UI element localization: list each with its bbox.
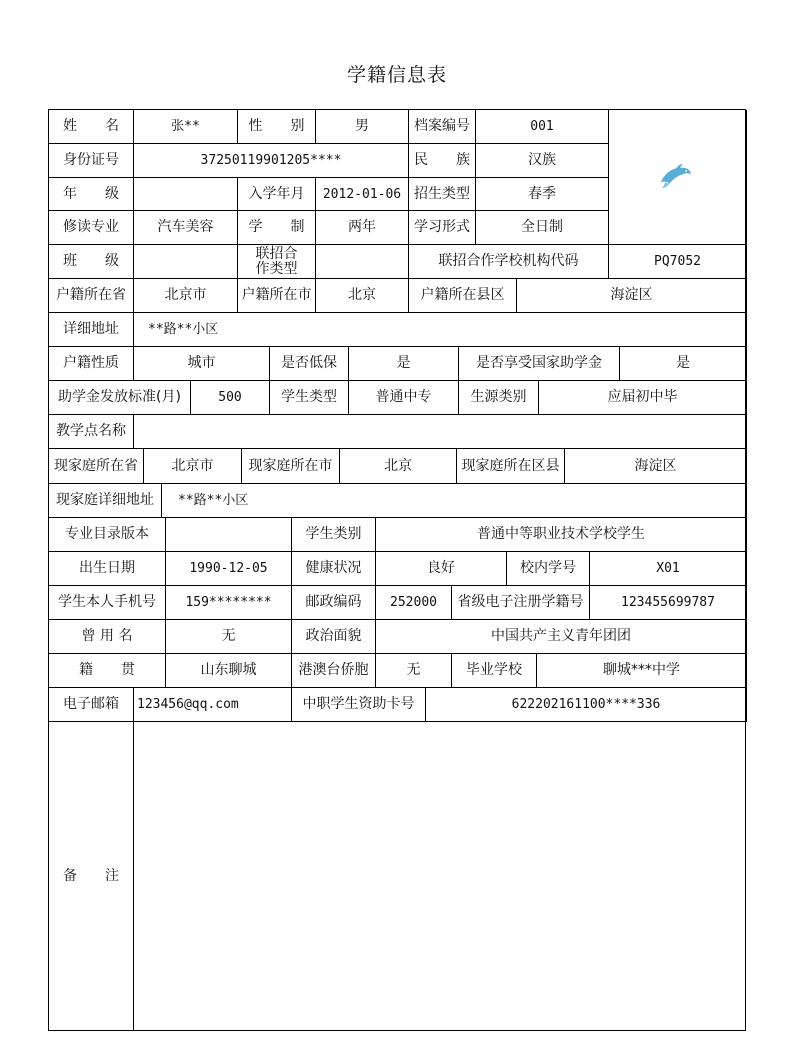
value-gender: 男: [316, 110, 409, 144]
label-home-province: 现家庭所在省: [49, 449, 144, 484]
value-provincial-reg-no: 123455699787: [590, 586, 747, 620]
value-file-no: 001: [476, 110, 609, 144]
label-catalog-version: 专业目录版本: [49, 518, 166, 552]
value-hukou-nature: 城市: [134, 347, 270, 381]
label-hukou-nature: 户籍性质: [49, 347, 134, 381]
value-grade: [134, 178, 238, 211]
value-enroll-date: 2012-01-06: [316, 178, 409, 211]
label-former-name: 曾 用 名: [49, 620, 166, 654]
value-hukou-province: 北京市: [134, 279, 238, 313]
label-school-years: 学 制: [238, 211, 316, 245]
label-address: 详细地址: [49, 313, 134, 347]
label-name: 姓 名: [49, 110, 134, 144]
label-aid-card: 中职学生资助卡号: [292, 688, 426, 722]
label-health: 健康状况: [292, 552, 376, 586]
value-joint-school-code: PQ7052: [609, 245, 747, 279]
label-gender: 性 别: [238, 110, 316, 144]
label-grant-standard: 助学金发放标准(月): [49, 381, 191, 415]
label-low-income: 是否低保: [270, 347, 349, 381]
value-student-type: 普通中专: [349, 381, 459, 415]
label-class: 班 级: [49, 245, 134, 279]
value-school-id: X01: [590, 552, 747, 586]
label-joint-school-code: 联招合作学校机构代码: [409, 245, 609, 279]
label-study-form: 学习形式: [409, 211, 476, 245]
value-hukou-city: 北京: [316, 279, 409, 313]
value-source-type: 应届初中毕: [539, 381, 747, 415]
value-email: 123456@qq.com: [134, 688, 292, 722]
value-home-province: 北京市: [144, 449, 242, 484]
value-address: **路**小区: [134, 313, 747, 347]
value-postcode: 252000: [376, 586, 452, 620]
value-overseas: 无: [376, 654, 452, 688]
value-low-income: 是: [349, 347, 459, 381]
value-admission-type: 春季: [476, 178, 609, 211]
value-birth-date: 1990-12-05: [166, 552, 292, 586]
label-graduated-school: 毕业学校: [452, 654, 537, 688]
value-former-name: 无: [166, 620, 292, 654]
value-catalog-version: [166, 518, 292, 552]
label-student-category: 学生类别: [292, 518, 376, 552]
value-class: [134, 245, 238, 279]
value-state-grant: 是: [620, 347, 747, 381]
label-file-no: 档案编号: [409, 110, 476, 144]
value-native-place: 山东聊城: [166, 654, 292, 688]
value-hukou-district: 海淀区: [517, 279, 747, 313]
label-overseas: 港澳台侨胞: [292, 654, 376, 688]
label-student-type: 学生类型: [270, 381, 349, 415]
label-native-place: 籍 贯: [49, 654, 166, 688]
value-major: 汽车美容: [134, 211, 238, 245]
label-hukou-province: 户籍所在省: [49, 279, 134, 313]
value-health: 良好: [376, 552, 507, 586]
value-study-form: 全日制: [476, 211, 609, 245]
value-grant-standard: 500: [191, 381, 270, 415]
student-record-form: [48, 109, 746, 1031]
label-birth-date: 出生日期: [49, 552, 166, 586]
label-remarks: 备 注: [49, 722, 134, 1030]
label-hukou-district: 户籍所在县区: [409, 279, 517, 313]
value-id-card: 37250119901205****: [134, 144, 409, 178]
label-major: 修读专业: [49, 211, 134, 245]
label-admission-type: 招生类型: [409, 178, 476, 211]
value-political-status: 中国共产主义青年团团: [376, 620, 747, 654]
label-email: 电子邮箱: [49, 688, 134, 722]
value-mobile: 159********: [166, 586, 292, 620]
label-state-grant: 是否享受国家助学金: [459, 347, 620, 381]
label-enroll-date: 入学年月: [238, 178, 316, 211]
value-ethnicity: 汉族: [476, 144, 609, 178]
label-home-city: 现家庭所在市: [242, 449, 340, 484]
value-home-address: **路**小区: [162, 484, 747, 518]
value-name: 张**: [134, 110, 238, 144]
label-id-card: 身份证号: [49, 144, 134, 178]
label-school-id: 校内学号: [507, 552, 590, 586]
value-aid-card: 622202161100****336: [426, 688, 747, 722]
label-joint-type: 联招合作类型: [238, 245, 316, 279]
label-postcode: 邮政编码: [292, 586, 376, 620]
label-source-type: 生源类别: [459, 381, 539, 415]
dolphin-icon: [659, 160, 693, 190]
value-home-district: 海淀区: [565, 449, 747, 484]
label-home-district: 现家庭所在区县: [457, 449, 565, 484]
value-teaching-point: [134, 415, 747, 449]
label-provincial-reg-no: 省级电子注册学籍号: [452, 586, 590, 620]
label-teaching-point: 教学点名称: [49, 415, 134, 449]
label-political-status: 政治面貌: [292, 620, 376, 654]
value-joint-type: [316, 245, 409, 279]
value-graduated-school: 聊城***中学: [537, 654, 747, 688]
value-student-category: 普通中等职业技术学校学生: [376, 518, 747, 552]
value-school-years: 两年: [316, 211, 409, 245]
label-ethnicity: 民 族: [409, 144, 476, 178]
page-title: 学籍信息表: [346, 64, 447, 86]
label-home-address: 现家庭详细地址: [49, 484, 162, 518]
label-grade: 年 级: [49, 178, 134, 211]
value-home-city: 北京: [340, 449, 457, 484]
value-remarks: [134, 722, 747, 1030]
label-hukou-city: 户籍所在市: [238, 279, 316, 313]
label-mobile: 学生本人手机号: [49, 586, 166, 620]
